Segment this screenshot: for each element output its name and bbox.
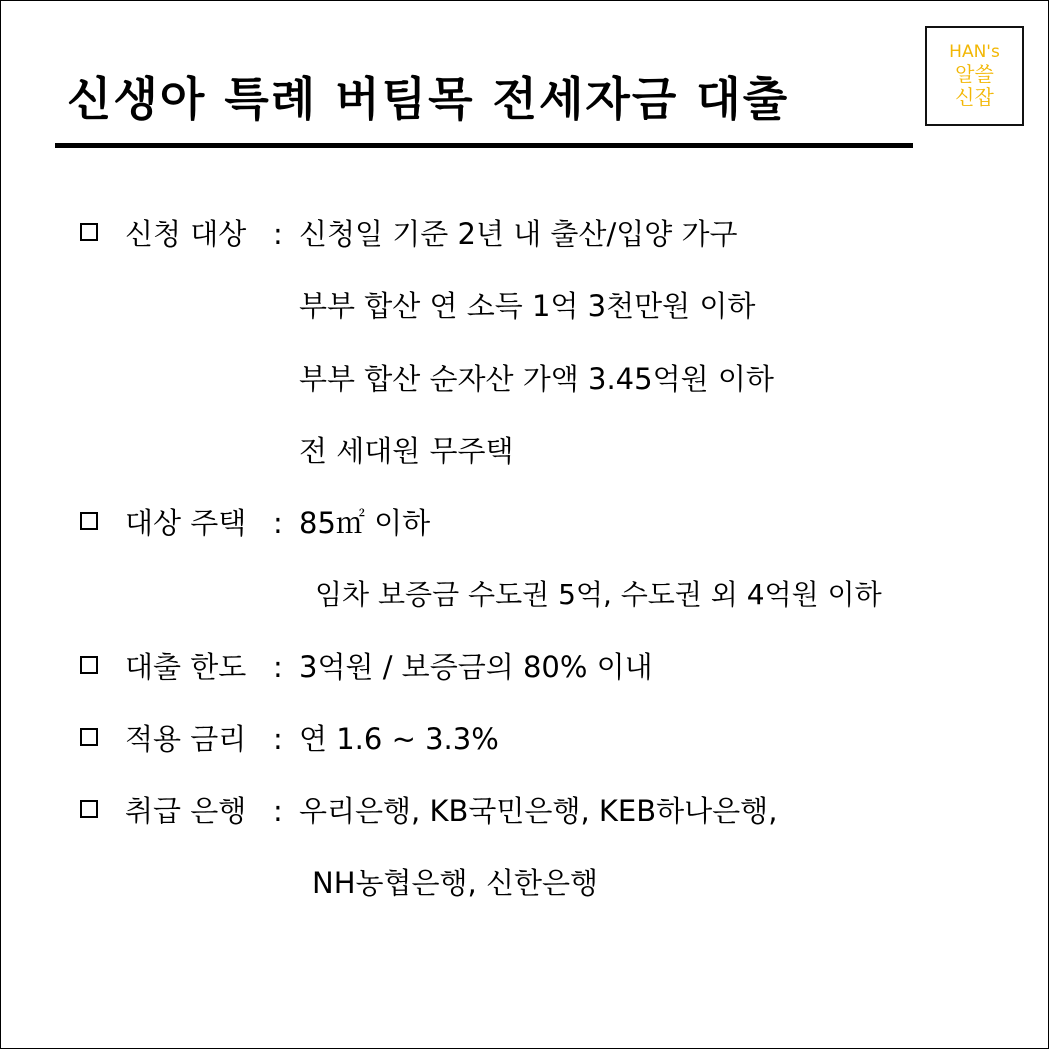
page-title: 신생아 특례 버팀목 전세자금 대출 [67,72,790,126]
checkbox-icon [80,223,98,241]
section-value: 우리은행, KB국민은행, KEB하나은행, [299,794,778,828]
section-colon: : [273,650,283,684]
section-colon: : [273,722,283,756]
logo-line-3: 신잡 [955,84,994,109]
title-underline [55,143,913,148]
checkbox-icon [80,656,98,674]
section-row-housing [1,503,1001,543]
logo-stamp [925,26,1024,126]
section-value: 신청일 기준 2년 내 출산/입양 가구 [299,217,738,251]
checkbox-icon [80,512,98,530]
section-label: 대상 주택 [125,506,247,540]
checkbox-icon [80,800,98,818]
continuation-text: 부부 합산 연 소득 1억 3천만원 이하 [299,289,756,323]
continuation-text: 전 세대원 무주택 [299,434,514,468]
section-row-limit [1,647,1001,687]
continuation-text: 임차 보증금 수도권 5억, 수도권 외 4억원 이하 [315,578,882,611]
logo-line-2: 알쓸 [955,61,994,86]
continuation-text: 부부 합산 순자산 가액 3.45억원 이하 [299,362,774,396]
section-label: 취급 은행 [125,794,247,828]
checkbox-icon [80,728,98,746]
section-colon: : [273,794,283,828]
continuation-text: NH농협은행, 신한은행 [312,866,599,900]
section-value: 연 1.6 ~ 3.3% [299,722,499,756]
section-colon: : [273,506,283,540]
section-label: 적용 금리 [125,722,247,756]
section-label: 대출 한도 [125,650,247,684]
section-value: 85㎡ 이하 [299,506,431,540]
logo-line-1: HAN's [949,42,1000,63]
section-row-applicant [1,214,1001,254]
section-value: 3억원 / 보증금의 80% 이내 [299,650,653,684]
section-row-rate [1,719,1001,759]
section-row-banks [1,791,1001,831]
section-colon: : [273,217,283,251]
section-label: 신청 대상 [125,217,247,251]
